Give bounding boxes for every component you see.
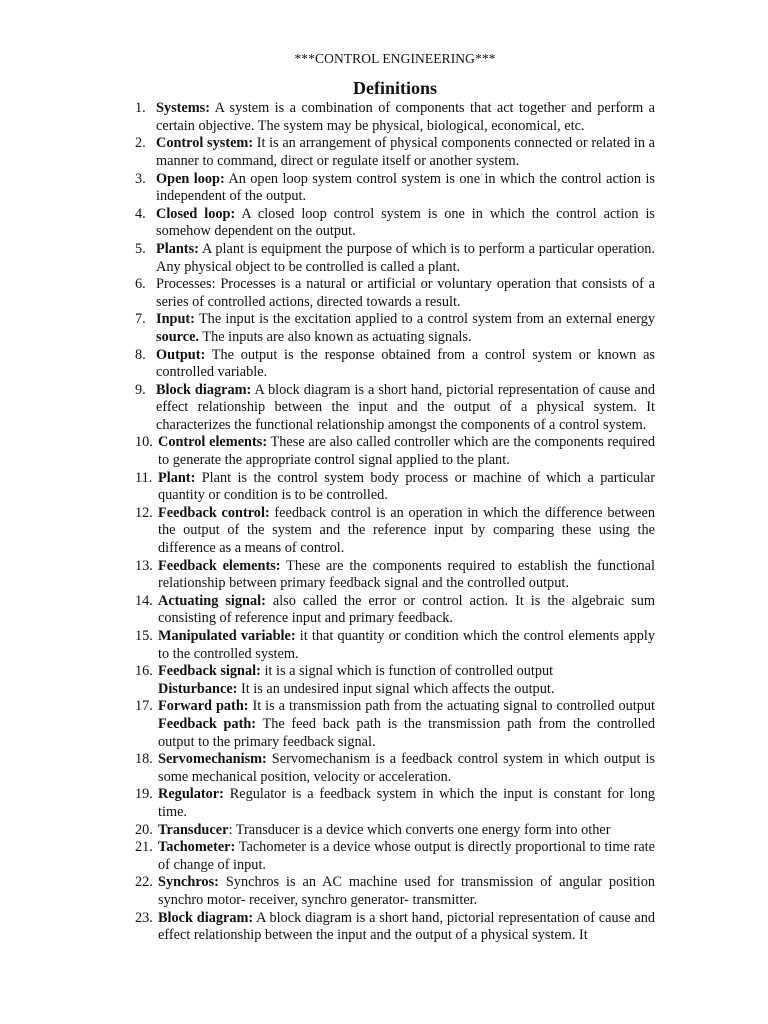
- definition-item: [135, 100, 655, 135]
- item-text-secondary: It is an undesired input signal which affects the output.: [237, 680, 555, 697]
- item-number: 9.: [135, 381, 146, 398]
- definition-item: [135, 505, 655, 558]
- definition-item: [135, 628, 655, 663]
- item-text: It is an arrangement of physical components connected or related in a manner to command, direct or regulate itself or another system.: [156, 135, 655, 169]
- definition-item: [135, 206, 655, 241]
- definition-item: [135, 822, 655, 840]
- item-number: 17.: [135, 698, 153, 715]
- item-text: A plant is equipment the purpose of which is to perform a particular operation. Any physical object to be controlled is called a plant.: [156, 240, 655, 275]
- item-text: A closed loop control system is one in which the control action is somehow dependent on the output.: [156, 205, 655, 240]
- item-number: 1.: [135, 100, 146, 117]
- item-number: 20.: [135, 821, 153, 838]
- item-text: : Transducer is a device which converts one energy form into other: [228, 821, 611, 838]
- item-number: 8.: [135, 346, 146, 363]
- item-number: 22.: [135, 874, 153, 891]
- item-term: Feedback control:: [158, 504, 270, 521]
- item-number: 5.: [135, 240, 146, 257]
- item-term-secondary: source.: [156, 328, 200, 345]
- definition-item: [135, 311, 655, 346]
- item-text: The output is the response obtained from a control system or known as controlled variable.: [156, 346, 655, 381]
- item-number: 23.: [135, 909, 153, 926]
- definition-item: [135, 786, 655, 821]
- item-term: Regulator:: [158, 786, 224, 803]
- item-text: also called the error or control action. It is the algebraic sum consisting of reference input and primary feedback.: [158, 592, 655, 627]
- definition-item: [135, 698, 655, 751]
- definition-item: [135, 593, 655, 628]
- item-text: it that quantity or condition which the control elements apply to the controlled system.: [158, 628, 656, 662]
- item-text: These are also called controller which are the components required to generate the appropriate control signal applied to the plant.: [158, 434, 655, 469]
- item-term: Plants:: [156, 240, 199, 257]
- item-term: Servomechanism:: [158, 751, 267, 768]
- item-term: Plant:: [158, 469, 196, 486]
- item-term: Block diagram:: [158, 909, 254, 926]
- item-term: Feedback signal:: [158, 663, 261, 680]
- item-number: 12.: [135, 504, 153, 521]
- item-term: Manipulated variable:: [158, 628, 296, 644]
- item-text: Plant is the control system body process or machine of which a particular quantity or condition is to be controlled.: [158, 469, 655, 504]
- item-text: Synchros is an AC machine used for transmission of angular position synchro motor- receiver, synchro generator- transmitter.: [158, 874, 655, 908]
- definition-item: [135, 910, 655, 945]
- definition-item: [135, 135, 655, 170]
- definitions-list: [135, 100, 655, 945]
- item-text: Processes: Processes is a natural or artificial or voluntary operation that consists of a series of controlled actions, directed towards a result.: [156, 276, 655, 310]
- item-term: Output:: [156, 346, 206, 363]
- item-number: 13.: [135, 557, 153, 574]
- document-header: ***CONTROL ENGINEERING***: [294, 51, 496, 66]
- item-term: Closed loop:: [156, 205, 236, 222]
- item-text: Tachometer is a device whose output is directly proportional to time rate of change of input.: [158, 839, 655, 873]
- item-number: 11.: [135, 469, 153, 486]
- item-text: It is a transmission path from the actuating signal to controlled output: [248, 698, 655, 715]
- definition-item: [135, 751, 655, 786]
- definition-item: [135, 276, 655, 311]
- item-number: 6.: [135, 276, 146, 293]
- definition-item: [135, 470, 655, 505]
- item-number: 7.: [135, 311, 146, 328]
- item-number: 2.: [135, 135, 146, 152]
- item-term: Tachometer:: [158, 839, 236, 856]
- item-term: Input:: [156, 311, 195, 328]
- item-text: The input is the excitation applied to a control system from an external energy: [194, 311, 655, 328]
- item-term: Forward path:: [158, 698, 249, 715]
- item-term: Transducer: [158, 821, 229, 838]
- definition-item: [135, 839, 655, 874]
- item-number: 21.: [135, 839, 153, 856]
- item-text: feedback control is an operation in which the difference between the output of the system and the reference input by comparing these using the difference as a means of control.: [158, 504, 655, 557]
- item-term: Control elements:: [158, 434, 268, 451]
- definition-item: [135, 434, 655, 469]
- item-number: 16.: [135, 663, 153, 680]
- item-number: 4.: [135, 205, 146, 222]
- item-number: 18.: [135, 751, 153, 768]
- item-term: Block diagram:: [156, 381, 252, 398]
- definition-item: [135, 663, 655, 698]
- item-text: An open loop system control system is one in which the control action is independent of the output.: [156, 170, 655, 205]
- item-term-secondary: Disturbance:: [158, 680, 238, 697]
- definition-item: [135, 874, 655, 909]
- item-number: 19.: [135, 786, 153, 803]
- item-number: 10.: [135, 434, 153, 451]
- item-text-secondary: The feed back path is the transmission path from the controlled output to the primary feedback signal.: [158, 715, 655, 750]
- item-text-secondary: The inputs are also known as actuating signals.: [199, 328, 472, 345]
- item-term: Synchros:: [158, 874, 219, 891]
- item-term: Control system:: [156, 135, 254, 152]
- item-number: 15.: [135, 628, 153, 644]
- definition-item: [135, 171, 655, 206]
- item-number: 3.: [135, 170, 146, 187]
- item-term: Open loop:: [156, 170, 225, 187]
- definition-item: [135, 558, 655, 593]
- item-text: A block diagram is a short hand, pictorial representation of cause and effect relationship between the input and the output of a physical system. It characterizes the functional relationship amongst the components of a control system.: [156, 381, 655, 433]
- item-term-secondary: Feedback path:: [158, 715, 257, 732]
- item-term: Feedback elements:: [158, 557, 281, 574]
- item-text: it is a signal which is function of controlled output: [260, 663, 554, 680]
- section-title: Definitions: [352, 77, 437, 98]
- item-text: These are the components required to establish the functional relationship between primary feedback signal and the controlled output.: [158, 557, 655, 592]
- definition-item: [135, 347, 655, 382]
- item-term: Actuating signal:: [158, 592, 266, 609]
- item-text: Servomechanism is a feedback control system in which output is some mechanical position, velocity or acceleration.: [158, 751, 655, 785]
- item-number: 14.: [135, 592, 153, 609]
- definition-item: [135, 382, 655, 435]
- item-text: A block diagram is a short hand, pictorial representation of cause and effect relationship between the input and the output of a physical system. It: [158, 909, 655, 944]
- item-text: Regulator is a feedback system in which the input is constant for long time.: [158, 786, 655, 820]
- item-text: A system is a combination of components that act together and perform a certain objective. The system may be physical, biological, economical, etc.: [156, 100, 655, 134]
- definition-item: [135, 241, 655, 276]
- item-term: Systems:: [156, 100, 211, 117]
